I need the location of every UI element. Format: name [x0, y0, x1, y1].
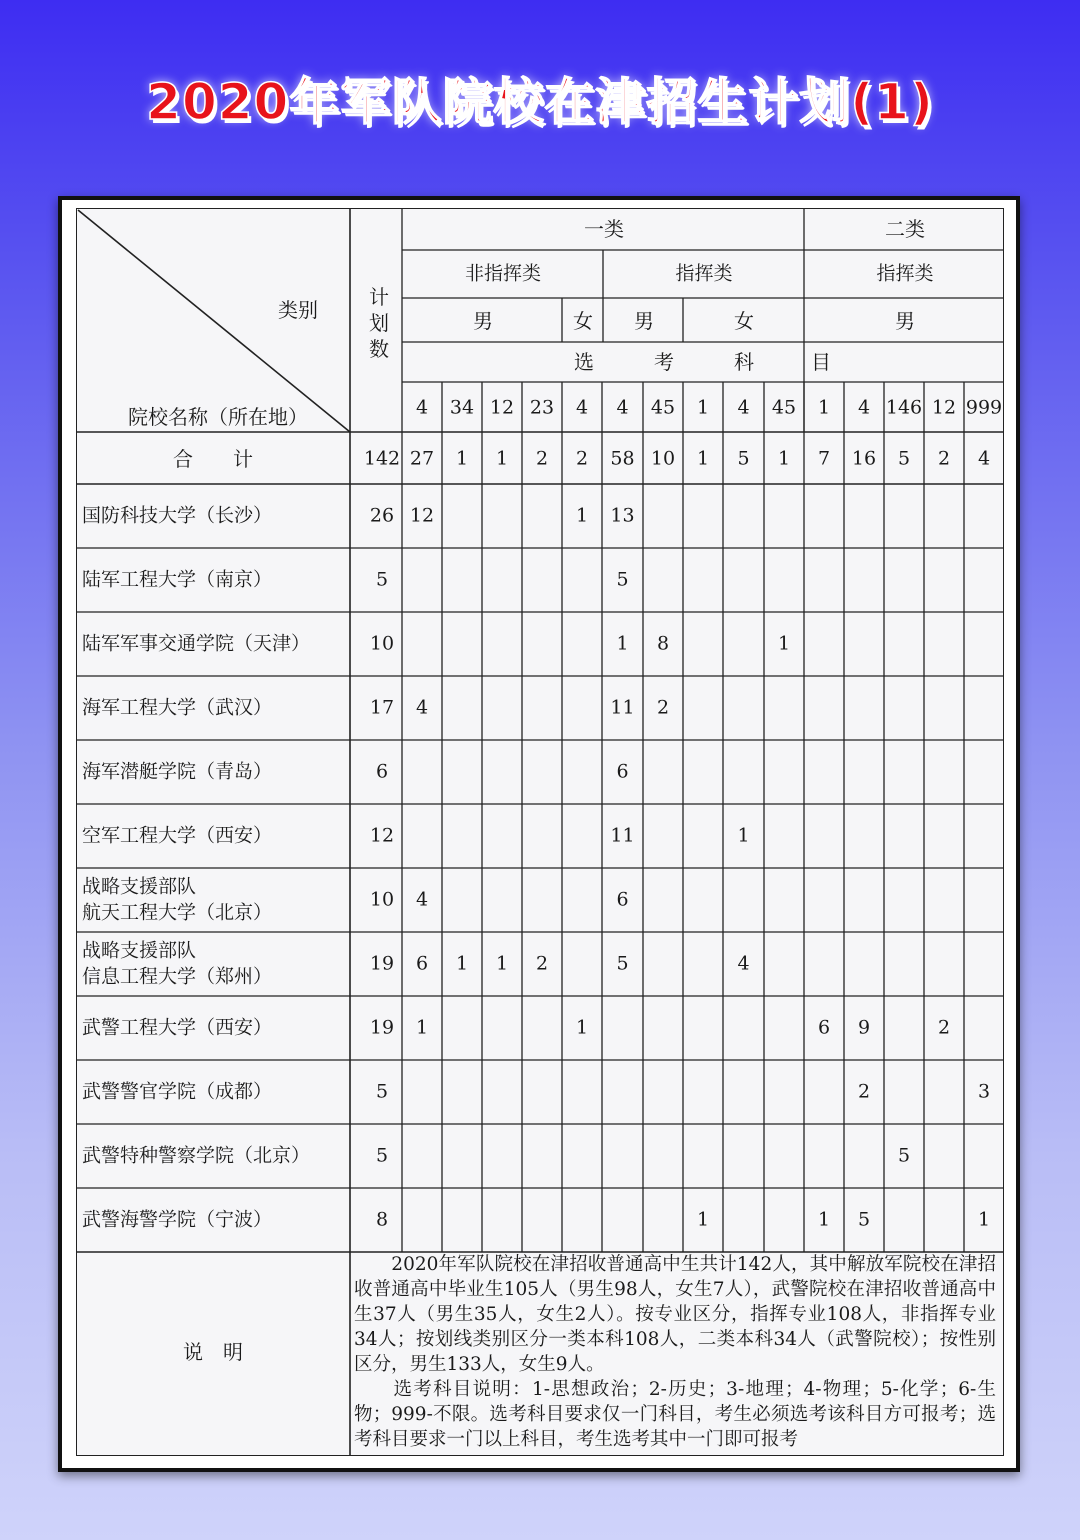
subject-code-cell: 23 [529, 396, 555, 419]
table-cell-value: 6 [616, 760, 629, 783]
total-value-cell: 5 [897, 447, 911, 470]
table-cell-value: 1 [495, 952, 509, 975]
school-name-cell: 武警工程大学（西安） [82, 1016, 273, 1039]
header-class2: 二类 [885, 217, 925, 241]
school-name-cell: 陆军军事交通学院（天津） [82, 632, 311, 655]
total-value-cell: 1 [455, 447, 469, 470]
total-plan-cell: 142 [363, 447, 401, 470]
table-cell-value: 3 [977, 1080, 991, 1103]
school-name-cell: 海军工程大学（武汉） [82, 696, 273, 719]
table-cell-value: 12 [409, 504, 435, 527]
table-cell-value: 11 [610, 696, 635, 719]
table-cell-value: 2 [656, 696, 670, 719]
table-cell-value: 1 [696, 1208, 710, 1231]
subject-code-cell: 34 [449, 396, 475, 419]
school-name-cell: 空军工程大学（西安） [82, 824, 273, 847]
header-command2: 指挥类 [876, 262, 934, 285]
school-name-cell: 战略支援部队 [82, 939, 197, 962]
header-male-2: 男 [634, 309, 654, 333]
notes-text [354, 1252, 996, 1452]
header-school-name: 院校名称（所在地） [128, 405, 308, 429]
table-cell-value: 2 [535, 952, 549, 975]
subject-code-cell: 4 [575, 396, 589, 419]
table-cell-value: 6 [616, 888, 629, 911]
school-name-cell: 信息工程大学（郑州） [82, 965, 273, 988]
table-cell-value: 4 [737, 952, 750, 975]
header-subject-char: 目 [811, 350, 831, 374]
table-cell-value: 1 [977, 1208, 991, 1231]
page-title: 2020年军队院校在津招生计划(1) [146, 73, 934, 131]
total-value-cell: 2 [575, 447, 589, 470]
school-name-cell: 海军潜艇学院（青岛） [82, 760, 273, 783]
table-cell-value: 5 [616, 568, 629, 591]
subject-code-cell: 4 [737, 396, 750, 419]
school-name-cell: 战略支援部队 [82, 875, 197, 898]
header-male-3: 男 [895, 309, 915, 333]
total-value-cell: 2 [535, 447, 549, 470]
header-female-2: 女 [734, 309, 754, 333]
header-subject-char: 科 [734, 350, 754, 374]
header-female-1: 女 [573, 309, 593, 333]
header-male-1: 男 [473, 309, 493, 333]
table-cell-value: 1 [737, 824, 750, 847]
subject-code-cell: 999 [965, 396, 1003, 419]
plan-count-cell: 12 [369, 824, 395, 847]
table-cell-value: 1 [575, 1016, 589, 1039]
subject-code-cell: 1 [817, 396, 831, 419]
subject-code-cell: 4 [616, 396, 629, 419]
total-value-cell: 7 [817, 447, 831, 470]
table-cell-value: 13 [610, 504, 635, 527]
table-cell-value: 4 [415, 888, 429, 911]
header-subject-char: 选 [574, 350, 594, 374]
subject-code-cell: 45 [771, 396, 797, 419]
plan-count-cell: 5 [375, 568, 389, 591]
table-cell-value: 1 [777, 632, 791, 655]
subject-code-cell: 4 [857, 396, 871, 419]
table-cell-value: 1 [415, 1016, 429, 1039]
subject-code-cell: 12 [489, 396, 515, 419]
plan-count-cell: 17 [369, 696, 395, 719]
notes-paragraph-1: 2020年军队院校在津招收普通高中生共计142人，其中解放军院校在津招收普通高中毕业生105人（男生98人，女生7人），武警院校在津招收普通高中生37人（男生35人，女生2人）。按专业区分，指挥专业108人，非指挥专业34人；按划线类别区分一类本科108人，二类本科34人（武警院校）；按性别区分，男生133人，女生9人。 [354, 1254, 996, 1375]
table-cell-value: 5 [857, 1208, 871, 1231]
table-cell-value: 2 [937, 1016, 951, 1039]
header-subject-char: 考 [654, 350, 674, 374]
notes-label: 说 明 [183, 1340, 243, 1364]
school-name-cell: 武警警官学院（成都） [82, 1080, 273, 1103]
table-cell-value: 1 [455, 952, 469, 975]
school-name-cell: 国防科技大学（长沙） [82, 504, 273, 527]
table-cell-value: 6 [817, 1016, 831, 1039]
table-cell-value: 4 [415, 696, 429, 719]
header-plan-count: 计划数 [369, 285, 389, 361]
table-cell-value: 11 [610, 824, 635, 847]
table-cell-value: 6 [415, 952, 429, 975]
table-cell-value: 5 [897, 1144, 911, 1167]
header-command: 指挥类 [675, 262, 733, 285]
table-cell-value: 9 [857, 1016, 871, 1039]
total-value-cell: 1 [696, 447, 710, 470]
plan-count-cell: 10 [369, 888, 395, 911]
school-name-cell: 武警海警学院（宁波） [82, 1208, 273, 1231]
header-class1: 一类 [584, 217, 624, 241]
total-value-cell: 16 [851, 447, 877, 470]
school-name-cell: 陆军工程大学（南京） [82, 568, 273, 591]
notes-paragraph-2: 选考科目说明：1-思想政治；2-历史；3-地理；4-物理；5-化学；6-生物；999-不限。选考科目要求仅一门科目，考生必须选考该科目方可报考；选考科目要求一门以上科目，考生选考其中一门即可报考 [354, 1379, 996, 1450]
subject-code-cell: 45 [650, 396, 676, 419]
document-frame [58, 196, 1020, 1472]
total-value-cell: 27 [409, 447, 435, 470]
subject-code-cell: 4 [415, 396, 429, 419]
plan-count-cell: 19 [369, 952, 395, 975]
table-cell-value: 1 [616, 632, 629, 655]
school-name-cell: 武警特种警察学院（北京） [82, 1144, 311, 1167]
plan-count-cell: 26 [369, 504, 395, 527]
subject-code-cell: 1 [696, 396, 710, 419]
table-cell-value: 8 [656, 632, 670, 655]
table-cell-value: 5 [616, 952, 629, 975]
total-value-cell: 2 [937, 447, 951, 470]
total-value-cell: 1 [495, 447, 509, 470]
plan-count-cell: 19 [369, 1016, 395, 1039]
header-non-command: 非指挥类 [464, 262, 542, 285]
plan-count-cell: 10 [369, 632, 395, 655]
total-value-cell: 58 [610, 447, 635, 470]
plan-count-cell: 6 [375, 760, 389, 783]
total-label: 合 计 [173, 447, 253, 471]
total-value-cell: 5 [737, 447, 750, 470]
table-cell-value: 1 [575, 504, 589, 527]
total-value-cell: 1 [777, 447, 791, 470]
subject-code-cell: 12 [931, 396, 957, 419]
header-category: 类别 [278, 298, 318, 322]
admission-plan-table [76, 208, 1004, 1456]
plan-count-cell: 5 [375, 1144, 389, 1167]
subject-code-cell: 146 [885, 396, 923, 419]
table-cell-value: 1 [817, 1208, 831, 1231]
total-value-cell: 4 [977, 447, 991, 470]
school-name-cell: 航天工程大学（北京） [82, 901, 273, 924]
total-value-cell: 10 [650, 447, 676, 470]
plan-count-cell: 8 [375, 1208, 389, 1231]
table-cell-value: 2 [857, 1080, 871, 1103]
plan-count-cell: 5 [375, 1080, 389, 1103]
